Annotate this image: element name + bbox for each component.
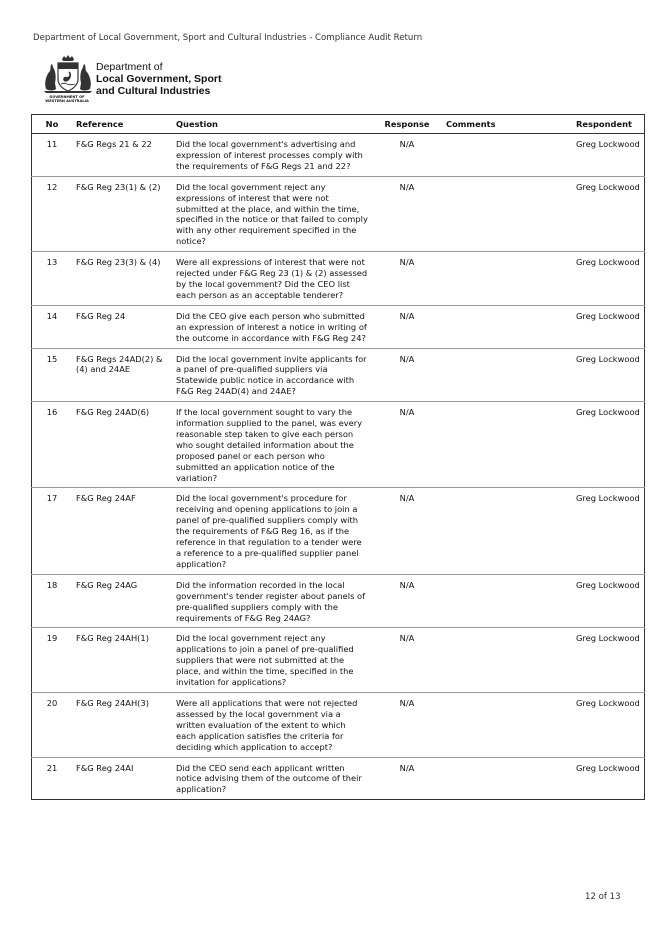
table-row: [32, 348, 645, 402]
row-comments: [442, 692, 566, 757]
row-question: Were all expressions of interest that were not rejected under F&G Reg 23 (1) & (2) assessed by the local government? Did the CEO list each person as an acceptable tenderer?: [176, 257, 368, 300]
table-row: [32, 134, 645, 177]
row-respondent: Greg Lockwood: [576, 579, 640, 590]
row-question: Did the information recorded in the local government's tender register about panels of pre-qualified suppliers comply with the requirements of F&G Reg 24AG?: [176, 579, 366, 623]
row-number: 11: [46, 139, 58, 149]
table-row: [32, 757, 645, 800]
table-row: [32, 574, 645, 628]
row-comments: [442, 402, 566, 488]
row-respondent: Greg Lockwood: [576, 257, 640, 268]
row-response: N/A: [399, 310, 415, 321]
column-header-reference: Reference: [76, 118, 124, 129]
table-row: [32, 692, 645, 757]
crest-caption: GOVERNMENT OF WESTERN AUSTRALIA: [45, 95, 89, 103]
row-reference: F&G Reg 24AD(6): [76, 407, 150, 418]
row-respondent: Greg Lockwood: [576, 139, 640, 149]
row-comments: [442, 176, 566, 251]
row-reference: F&G Regs 24AD(2) & (4) and 24AE: [76, 353, 163, 375]
row-response: N/A: [399, 257, 415, 268]
row-number: 14: [46, 310, 58, 321]
column-header-no: No: [45, 118, 59, 129]
row-comments: [442, 488, 566, 574]
table-row: [32, 176, 645, 251]
row-reference: F&G Reg 24: [76, 310, 126, 321]
document-header: Department of Local Government, Sport and Cultural Industries - Compliance Audit Return: [33, 33, 423, 43]
table-row: [32, 402, 645, 488]
row-respondent: Greg Lockwood: [576, 407, 640, 418]
row-reference: F&G Reg 23(3) & (4): [76, 257, 161, 268]
column-header-comments: Comments: [446, 118, 496, 129]
column-header-respondent: Respondent: [576, 118, 632, 129]
table-row: [32, 488, 645, 574]
table-row: [32, 305, 645, 348]
row-respondent: Greg Lockwood: [576, 353, 640, 364]
row-comments: [442, 305, 566, 348]
row-number: 19: [46, 633, 58, 644]
row-response: N/A: [399, 762, 415, 773]
row-number: 16: [46, 407, 58, 418]
row-number: 15: [46, 353, 58, 364]
table-row: [32, 252, 645, 306]
row-comments: [442, 574, 566, 628]
row-response: N/A: [399, 493, 415, 504]
department-name-line-1: Department of: [96, 61, 163, 73]
row-reference: F&G Regs 21 & 22: [76, 139, 152, 149]
row-response: N/A: [399, 181, 415, 192]
row-number: 13: [46, 257, 58, 268]
row-respondent: Greg Lockwood: [576, 762, 640, 773]
row-question: Did the local government reject any expressions of interest that were not submitted at the place, and within the time, specified in the notice or that failed to comply with any other requirement specified in the notice?: [176, 181, 368, 247]
row-response: N/A: [399, 353, 415, 364]
row-respondent: Greg Lockwood: [576, 181, 640, 192]
row-respondent: Greg Lockwood: [576, 310, 640, 321]
row-number: 20: [46, 697, 58, 708]
page-number: 12 of 13: [585, 892, 621, 902]
department-name-line-2: Local Government, Sport: [96, 73, 222, 85]
row-respondent: Greg Lockwood: [576, 697, 640, 708]
row-reference: F&G Reg 24AI: [76, 762, 134, 773]
row-response: N/A: [399, 139, 415, 149]
row-comments: [442, 757, 566, 800]
row-number: 12: [46, 181, 58, 192]
row-reference: F&G Reg 24AG: [76, 579, 138, 590]
department-name-line-3: and Cultural Industries: [96, 85, 211, 97]
column-header-response: Response: [384, 118, 430, 129]
table-header-row: [32, 115, 645, 134]
row-question: Did the local government reject any applications to join a panel of pre-qualified suppliers that were not submitted at the place, and within the time, specified in the invitation for applications?: [176, 633, 354, 688]
row-number: 17: [46, 493, 58, 504]
row-comments: [442, 134, 566, 177]
row-question: If the local government sought to vary the information supplied to the panel, was every reasonable step taken to give each person who sought detailed information about the proposed panel or each person who submitted an application notice of the variation?: [176, 407, 363, 483]
row-question: Did the local government's advertising and expression of interest processes comply with the requirements of F&G Regs 21 and 22?: [176, 139, 363, 171]
row-comments: [442, 348, 566, 402]
row-comments: [442, 252, 566, 306]
row-question: Were all applications that were not rejected assessed by the local government via a written evaluation of the extent to which each application satisfies the criteria for deciding which application to accept?: [176, 697, 358, 752]
row-question: Did the CEO send each applicant written notice advising them of the outcome of their application?: [176, 762, 362, 795]
row-number: 18: [46, 579, 58, 590]
row-reference: F&G Reg 24AH(1): [76, 633, 149, 644]
row-question: Did the CEO give each person who submitted an expression of interest a notice in writing of the outcome in accordance with F&G Reg 24?: [176, 310, 367, 343]
row-response: N/A: [399, 407, 415, 418]
department-logo: [40, 55, 240, 107]
column-header-question: Question: [176, 118, 218, 129]
table-row: [32, 628, 645, 693]
compliance-table: [31, 114, 645, 800]
row-response: N/A: [399, 579, 415, 590]
row-respondent: Greg Lockwood: [576, 633, 640, 644]
row-response: N/A: [399, 697, 415, 708]
row-response: N/A: [399, 633, 415, 644]
row-respondent: Greg Lockwood: [576, 493, 640, 504]
row-number: 21: [46, 762, 58, 773]
department-name: [96, 61, 221, 97]
row-reference: F&G Reg 24AF: [76, 493, 136, 504]
row-reference: F&G Reg 24AH(3): [76, 697, 149, 708]
row-question: Did the local government's procedure for receiving and opening applications to join a panel of pre-qualified suppliers comply with the requirements of F&G Reg 16, as if the reference in that regulation to a tender were a reference to a pre-qualified supplier panel application?: [176, 493, 362, 569]
row-reference: F&G Reg 23(1) & (2): [76, 181, 161, 192]
row-question: Did the local government invite applicants for a panel of pre-qualified suppliers via Statewide public notice in accordance with F&G Reg 24AD(4) and 24AE?: [176, 353, 367, 397]
row-comments: [442, 628, 566, 693]
